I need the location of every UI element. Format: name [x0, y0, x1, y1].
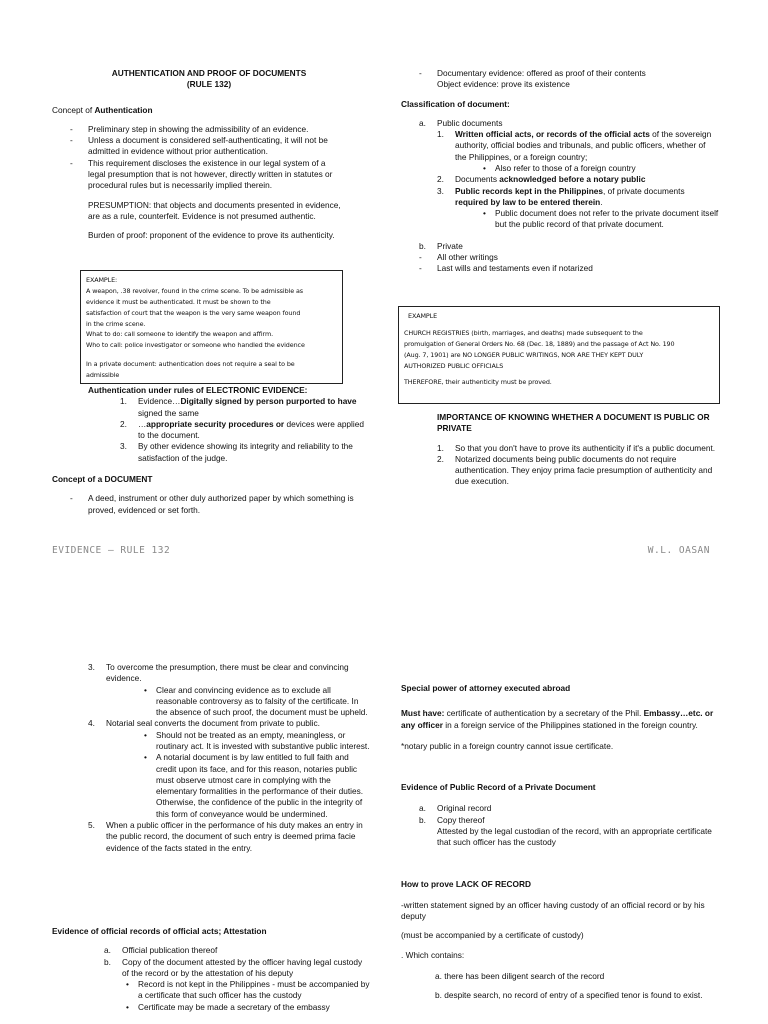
electronic-list: [52, 396, 370, 464]
concept-document-heading: Concept of a DOCUMENT: [52, 473, 153, 484]
authentication-list: [52, 124, 342, 242]
list-item: 1. Evidence…Digitally signed by person purported to have signed the same: [120, 396, 357, 418]
lack-text-1: -written statement signed by an officer having custody of an official record or by his deputy: [401, 899, 705, 922]
page1-left-column: [52, 68, 342, 241]
lack-item-b: b. despite search, no record of entry of a specified tenor is found to exist.: [435, 990, 703, 1001]
list-item: - Unless a document is considered self-authenticating, it will not be admitted in evidence without prior authentication.: [70, 135, 342, 158]
list-item: - Documentary evidence: offered as proof of their contents: [419, 68, 719, 79]
list-item: 3. By other evidence showing its integrity and reliability to the satisfaction of the judge.: [120, 441, 353, 463]
spa-heading: Special power of attorney executed abroad: [401, 683, 571, 693]
box-line: EXAMPLE: [408, 312, 438, 320]
list-item: 2. …appropriate security procedures or devices were applied to the document.: [120, 418, 364, 441]
box-line: What to do: call someone to identify the weapon and affirm.: [86, 330, 274, 339]
list-item: 2. Notarized documents being public documents do not require authentication. They enjoy prima facie presumption of authenticity and due execution.: [437, 453, 713, 487]
list-item: - A deed, instrument or other duly authorized paper by which something is proved, evidenced or set forth.: [70, 493, 370, 516]
list-item: - Preliminary step in showing the admissibility of an evidence.: [70, 124, 342, 135]
footer-right: W.L. OASAN: [647, 545, 710, 556]
presumption-text: PRESUMPTION: that objects and documents presented in evidence, are as a rule, counterfeit. Evidence is not presumed authentic.: [88, 199, 341, 221]
box-line: satisfaction of court that the weapon is the very same weapon found: [86, 308, 301, 317]
list-item: a. Original record: [419, 803, 492, 814]
notary-note: *notary public in a foreign country cannot issue certificate.: [401, 740, 614, 751]
box-line: CHURCH REGISTRIES (birth, marriages, and deaths) made subsequent to the: [404, 328, 643, 337]
list-item: - Last wills and testaments even if notarized: [419, 263, 719, 274]
list-item: 1. So that you don't have to prove its authenticity if it's a public document.: [437, 442, 716, 453]
list-item: - All other writings: [419, 252, 719, 263]
list-item: • Clear and convincing evidence as to exclude all reasonable controversy as to falsity of the certificate. In the absence of such proof, the document must be upheld.: [142, 685, 370, 719]
box-line: evidence it must be authenticated. It must be shown to the: [86, 297, 271, 306]
page1-right-column: [401, 68, 719, 275]
list-item: 3. To overcome the presumption, there must be clear and convincing evidence.: [88, 662, 349, 684]
list-item: • A notarial document is by law entitled to full faith and credit upon its face, and for this reason, notaries public must observe utmost care in complying with the elementary formalities in the performance of their duties. Otherwise, the confidence of the public in the integrity of this form of conveyance would be undermined.: [142, 752, 370, 820]
list-item: a. Official publication thereof: [104, 945, 218, 956]
attested-text: Attested by the legal custodian of the record, with an appropriate certificate that such officer has the custody: [437, 825, 712, 848]
page2-right-column: [401, 683, 719, 1002]
official-records-heading: Evidence of official records of official acts; Attestation: [52, 926, 267, 936]
box-line: promulgation of General Orders No. 68 (Dec. 18, 1889) and the passage of Act No. 190: [404, 339, 675, 348]
classification-heading: Classification of document:: [401, 98, 510, 109]
example-box-weapon: [80, 270, 343, 384]
list-item: - This requirement discloses the existence in our legal system of a legal presumption that is not however, directly written in statutes or procedural rules but is necessarily implied therein.: [70, 158, 342, 192]
list-item: • Should not be treated as an empty, meaningless, or routinary act. It is invested with substantive public interest.: [142, 730, 370, 753]
list-item: 3. Public records kept in the Philippines, of private documents required by law to be entered therein.: [437, 185, 685, 207]
list-item: 4. Notarial seal converts the document from private to public.: [88, 718, 320, 729]
electronic-evidence-heading: Authentication under rules of ELECTRONIC EVIDENCE:: [88, 385, 308, 395]
box-line: (Aug. 7, 1901) are NO LONGER PUBLIC WRITINGS, NOR ARE THEY KEPT DULY: [404, 350, 644, 359]
page2-left-column-lower: [52, 926, 370, 1013]
page1-right-column-lower: [437, 412, 719, 488]
box-line: THEREFORE, their authenticity must be proved.: [404, 378, 552, 387]
importance-heading: IMPORTANCE OF KNOWING WHETHER A DOCUMENT IS PUBLIC OR PRIVATE: [437, 412, 710, 434]
list-item: • Certificate may be made a secretary of the embassy: [124, 1002, 370, 1013]
list-item: b. Copy thereof: [419, 814, 485, 825]
list-item: 5. When a public officer in the performance of his duty makes an entry in the public record, the document of such entry is deemed prima facie evidence of the facts stated in the entry.: [88, 819, 363, 853]
box-line: Who to call: police investigator or someone who handled the evidence: [86, 341, 305, 350]
list-item: 2. Documents acknowledged before a notary public: [437, 174, 646, 185]
page2-left-column: [88, 662, 370, 854]
lack-text-2: (must be accompanied by a certificate of custody): [401, 930, 584, 941]
public-documents-label: a. Public documents: [419, 117, 503, 128]
concept-authentication-heading: Concept of Authentication: [52, 104, 153, 115]
box-line: [86, 351, 337, 359]
list-item: Object evidence: prove its existence: [437, 79, 570, 90]
footer-left: EVIDENCE – RULE 132: [52, 545, 171, 556]
public-record-heading: Evidence of Public Record of a Private Document: [401, 782, 596, 793]
list-item: 1. Written official acts, or records of the official acts of the sovereign authority, official bodies and tribunals, and public officers, whether of the Philippines, or a foreign country;: [437, 129, 712, 162]
box-line: In a private document: authentication does not require a seal to be: [86, 360, 295, 369]
list-item: • Public document does not refer to the private document itself but the public record of that private document.: [481, 208, 719, 231]
box-line: in the crime scene.: [86, 319, 146, 328]
box-line: EXAMPLE:: [86, 276, 118, 284]
list-item: • Also refer to those of a foreign country: [481, 163, 719, 174]
lack-of-record-heading: How to prove LACK OF RECORD: [401, 878, 531, 889]
box-line: AUTHORIZED PUBLIC OFFICIALS: [404, 361, 504, 370]
list-item: b. Copy of the document attested by the officer having legal custody of the record or by the attestation of his deputy: [104, 956, 363, 978]
lack-text-3: . Which contains:: [401, 949, 465, 960]
document-title: AUTHENTICATION AND PROOF OF DOCUMENTS: [111, 68, 307, 78]
private-documents-label: b. Private: [419, 240, 463, 251]
must-have-text: Must have: certificate of authentication by a secretary of the Phil. Embassy…etc. or any officer in a foreign service of the Philippines stationed in the foreign country.: [401, 708, 714, 730]
list-item: • Record is not kept in the Philippines - must be accompanied by a certificate that such officer has the custody: [124, 979, 370, 1002]
document-subtitle: (RULE 132): [186, 79, 232, 90]
burden-text: Burden of proof: proponent of the evidence to prove its authenticity.: [88, 230, 335, 241]
example-box-church: [398, 306, 720, 404]
box-line: admissible: [86, 371, 120, 380]
box-line: A weapon, .38 revolver, found in the crime scene. To be admissible as: [86, 286, 304, 295]
lack-item-a: a. there has been diligent search of the record: [435, 970, 605, 981]
page1-left-column-lower: [52, 385, 370, 516]
